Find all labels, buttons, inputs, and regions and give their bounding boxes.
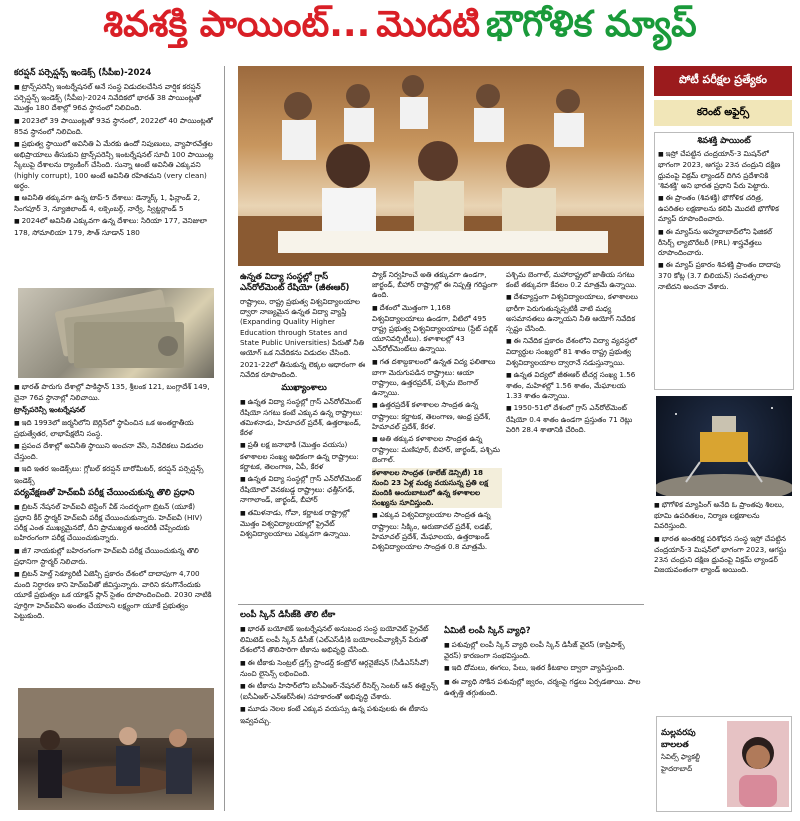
- ger-bullet: ■ ఉత్తరప్రదేశ్ కళాశాలల సాంద్రత ఉన్న రాష్ట్రాలు: కర్ణాటక, తెలంగాణ, ఆంధ్ర ప్రదేశ్, హిమాచల్ ప్రదేశ్, కేరళ.: [372, 400, 502, 432]
- shivashakti-para: ■ ఈ ప్రాంతం (శివశక్తి) భౌగోళిక చరిత్ర, ఉపరితల లక్షణాలను కలిపి మొదటి భౌగోళిక మ్యాప్ రూపొందించారు.: [658, 193, 790, 225]
- students-photo: [238, 66, 644, 266]
- lsd-para: ■ భారత్ బయోటెక్ ఇంటర్నేషనల్ అనుబంధ సంస్థ బయోవెట్ ప్రైవేట్ లిమిటెడ్ లంపీ స్కిన్ డిసీజ్ (ఎల్ఎస్‌డీ)కి బయోలంపీవ్యాక్సిన్ పేరుతో దేశంలోనే తొలిసారిగా టీకాను అభివృద్ధి చేసింది.: [240, 624, 438, 656]
- ger-title: ఉన్నత విద్యా సంస్థల్లో గ్రాస్ ఎన్‌రోల్‌మెంట్ రేషియో (జీఈఆర్): [240, 272, 350, 293]
- mapping-para: ■ భౌగోళిక మ్యాపింగ్ అనేది ఓ ప్రాంతపు శిలలు, భూమి ఉపరితలం, నిర్మాణ లక్షణాలను వివరిస్తుంది.: [654, 500, 794, 532]
- cpi-para: ■ 2023లో 39 పాయింట్లతో 93వ స్థానంలో, 2022లో 40 పాయింట్లతో 85వ స్థానంలో నిలిచింది.: [14, 116, 214, 137]
- cpi-para: ■ 2024లో అవినీతి ఎక్కువగా ఉన్న దేశాలు: సిరియా 177, వెనిజులా 178, సోమాలియా 179, సౌత్ సూడాన్ 180: [14, 216, 214, 237]
- currency-notes-icon: [18, 288, 214, 378]
- current-affairs-tag: కరెంట్ అఫైర్స్: [654, 100, 792, 126]
- mapping-para: ■ భారత అంతరిక్ష పరిశోధన సంస్థ ఇస్రో చేపట్టిన చంద్రయాన్-3 మిషన్‌లో భాగంగా 2023, ఆగస్టు 23న చంద్రుని దక్షిణ ధ్రువంపై విక్రమ్ ల్యాండర్ విజయవంతంగా ల్యాండ్ అయింది.: [654, 534, 794, 576]
- ger-para: రాష్ట్రాలు, రాష్ట్ర ప్రభుత్వ విశ్వవిద్యాలయాల ద్వారా నాణ్యమైన ఉన్నత విద్యా వ్యాప్తి (Expanding Quality Higher Education through States and State Public Universities) పేరుతో నీతి ఆయోగ్ ఒక నివేదికను విడుదల చేసింది.: [240, 297, 364, 358]
- ger-bullet: ■ ఉన్నత విద్యా సంస్థల్లో గ్రాస్ ఎన్‌రోల్‌మెంట్ రేషియోలో వెనకబడ్డ రాష్ట్రాలు: ఛత్తీస్‌గఢ్, నాగాలాండ్, జార్ఖండ్, బీహార్: [240, 474, 368, 506]
- shivashakti-title: శివశక్తి పాయింట్: [697, 136, 751, 146]
- lsd-para: ■ పశువుల్లో లంపీ స్కిన్ వ్యాధి లంపీ స్కిన్ డిసీజ్ వైరస్ (కాప్రిపాక్స్ వైరస్) కారణంగా సంభవిస్తుంది.: [444, 640, 644, 661]
- ger-bullet: ■ ఉన్నత విద్యలో జీఈఆర్ టీచర్ల సంఖ్య 1.56 శాతం, మహిళల్లో 1.56 శాతం, మేఘాలయ 1.33 శాతం ఉన్నాయి.: [506, 370, 644, 402]
- ger-article: [240, 270, 368, 600]
- lsd-article-col1: [240, 624, 438, 814]
- competitive-exams-tag: పోటీ పరీక్షల ప్రత్యేకం: [654, 66, 792, 96]
- ger-para: ప్యాక్ నిర్వహించే అతి తక్కువగా ఉండగా, జార్ఖండ్, బీహార్ రాష్ట్రాల్లో ఈ నిష్పత్తి గరిష్టంగా ఉంది.: [372, 270, 498, 300]
- shivashakti-para: ■ ఇస్రో చేపట్టిన చంద్రయాన్-3 మిషన్‌లో భాగంగా 2023, ఆగస్టు 23న చంద్రుని దక్షిణ ధ్రువంపై విక్రమ్ ల్యాండర్ దిగిన ప్రదేశానికి 'శివశక్తి' అని భారత ప్రధాని పేరు పెట్టారు.: [658, 149, 790, 191]
- hiv-para: ■ బ్రిటన్ హెల్త్ సెక్యూరిటీ ఏజెన్సీ ప్రకారం దేశంలో దాదాపుగా 4,700 మంది నిర్ధారణ కాని హెచ్ఐవీతో జీవిస్తున్నారు. వారిని కనుగొనేందుకు యూకే ప్రభుత్వం ఒక యాక్షన్ ప్లాన్ సైతం రూపొందించింది. 2030 నాటికి పూర్తిగా హెచ్ఐవీని అంతం చేయాలని లక్ష్యంగా యూకే ప్రభుత్వం పెట్టుకుంది.: [14, 569, 214, 621]
- author-box: [656, 716, 792, 812]
- header-part2: మొదటి: [376, 4, 481, 45]
- ger-para: పశ్చిమ బెంగాల్, మహారాష్ట్రలో జాతీయ సగటు కంటే తక్కువగా కేవలం 0.2 మాత్రమే ఉన్నాయి.: [506, 270, 637, 290]
- cpi-article: [14, 66, 214, 284]
- header-part1: శివశక్తి పాయింట్...: [103, 4, 371, 45]
- ger-bullet: ■ 1950-51లో దేశంలో గ్రాస్ ఎన్‌రోల్‌మెంట్ రేషియో 0.4 శాతం ఉండగా ప్రస్తుతం 71 రెట్లు పెరిగి 28.4 శాతానికి చేరింది.: [506, 403, 644, 435]
- ger-para: 2021-22లో తీసుకున్న లెక్కల ఆధారంగా ఈ నివేదిక రూపొందింది.: [240, 360, 366, 380]
- students-classroom-icon: [238, 66, 644, 266]
- column-divider: [224, 66, 225, 811]
- college-density-note: కళాశాలల సాంద్రత (కాలేజ్ డెన్సిటీ) 18 నుంచి 23 ఏళ్ల మధ్య వయసున్న ప్రతి లక్ష మందికి అందుబాటులో ఉన్న కళాశాలల సంఖ్యను సూచిస్తుంది.: [372, 468, 502, 509]
- cpi-para: ■ ప్రభుత్వ స్థాయిలో అవినీతి ఏ మేరకు ఉందో నిపుణులు, వ్యాపారవేత్తల అభిప్రాయాలు తీసుకుని ట్రాన్స్‌పరెన్సీ ఇంటర్నేషనల్ సూచీ 100 పాయింట్ల స్కేలుపై దేశాలను ర్యాంకింగ్ చేసింది. సున్నా అంటే అవినీతి ఎక్కువని (highly corrupt), 100 అంటే అవినీతి రహితమని (very clean) అర్థం.: [14, 139, 214, 191]
- lander-photo: [656, 396, 792, 496]
- author-role: సివిల్స్ ఫ్యాకల్టీ: [661, 753, 700, 761]
- ger-article-col2: [372, 270, 502, 600]
- ti-para: ■ ప్రపంచ దేశాల్లో అవినీతి స్థాయిని అంచనా వేసి, నివేదికలు విడుదల చేస్తుంది.: [14, 441, 214, 462]
- author-portrait-icon: [727, 721, 789, 807]
- author-info: [661, 727, 725, 775]
- moon-lander-icon: [656, 396, 792, 496]
- ger-article-col3: [506, 270, 644, 600]
- lsd-para: ■ మూడు నెలల కంటే ఎక్కువ వయస్సు ఉన్న పశువులకు ఈ టీకాను ఇవ్వవచ్చు.: [240, 704, 438, 725]
- lsd-title-wrap: [240, 608, 644, 622]
- mapping-article: [654, 500, 794, 706]
- ti-para: ■ ఇది ఇతర ఇండెక్స్‌లు: గ్లోబల్ కరప్షన్ బారోమీటర్, కరప్షన్ పర్సెప్షన్స్ ఇండెక్స్: [14, 464, 214, 485]
- people-meeting-icon: [18, 688, 214, 810]
- shivashakti-article: [654, 132, 794, 390]
- lsd-para: ■ ఇది దోమలు, ఈగలు, పేలు, ఇతర కీటకాల ద్వారా వ్యాపిస్తుంది.: [444, 663, 644, 674]
- ti-subtitle: ట్రాన్స్‌పరెన్సీ ఇంటర్నేషనల్: [14, 405, 86, 415]
- author-surname: బాలలత: [661, 740, 689, 750]
- cpi-para: ■ అవినీతి తక్కువగా ఉన్న టాప్‌-5 దేశాలు: డెన్మార్క్ 1, ఫిన్లాండ్ 2, సింగపూర్ 3, న్యూజిలాండ్ 4, లక్సెంబర్గ్, నార్వే, స్విట్జర్లాండ్ 5: [14, 193, 214, 214]
- hiv-para: ■ బ్రిటన్ నేషనల్ హెచ్ఐవీ టెస్టింగ్ వీక్ సందర్భంగా బ్రిటన్ (యూకే) ప్రధాని కీర్ స్టార్మర్ హెచ్ఐవీ పరీక్ష చేయించుకున్నారు. హెచ్ఐవీ (HIV) పరీక్ష ఎంత ముఖ్యమైనదో, దీని ప్రాముఖ్యత అందరికీ చెప్పేందుకు బహిరంగంగా పరీక్ష చేయించుకున్నారు.: [14, 502, 214, 544]
- lsd-para: ■ ఈ టీకాకు సెంట్రల్ డ్రగ్స్ స్టాండర్డ్ కంట్రోల్ ఆర్గనైజేషన్ (సీడీఎస్‌సీవో) నుంచి లైసెన్స్ లభించింది.: [240, 658, 438, 679]
- lsd-para: ■ ఈ టీకాను హిసార్‌లోని ఐసీఏఆర్-నేషనల్ రీసెర్చ్ సెంటర్ ఆన్ ఈక్వైన్స్ (ఐసీఏఆర్-ఎన్ఆర్‌సీఈ) సహకారంతో అభివృద్ధి చేశారు.: [240, 681, 438, 702]
- cpi-para: ■ ట్రాన్స్‌పరెన్సీ ఇంటర్నేషనల్ అనే సంస్థ విడుదలచేసిన వార్షిక కరప్షన్ పర్సెప్షన్స్ ఇండెక్స్ (సీపీఐ)-2024 నివేదికలో భారత్‌ 38 పాయింట్లతో మొత్తం 180 దేశాల్లో 96వ స్థానంలో నిలిచింది.: [14, 82, 214, 114]
- author-avatar: [727, 721, 789, 807]
- page-header: [0, 0, 800, 58]
- ger-bullet: ■ దేశంలో మొత్తంగా 1,168 విశ్వవిద్యాలయాలు ఉండగా, వీటిలో 495 రాష్ట్ర ప్రభుత్వ విశ్వవిద్యాలయాలు (స్టేట్ పబ్లిక్ యూనివర్సిటీలు). కళాశాలల్లో 43 ఎన్‌రోల్‌మెంట్‌లు ఉన్నాయి.: [372, 303, 502, 355]
- cpi-title: కరప్షన్ పర్సెప్షన్స్ ఇండెక్స్ (సీపీఐ)-2024: [14, 68, 152, 78]
- meeting-photo: [18, 688, 214, 810]
- ger-bullet: ■ గత దశాబ్దకాలంలో ఉన్నత విద్య ఫలితాలు బాగా మెరుగుపడిన రాష్ట్రాలు: ఆయా రాష్ట్రాలు, ఉత్తరప్రదేశ్, పశ్చిమ బెంగాల్ ఉన్నాయి.: [372, 357, 502, 399]
- ti-para: ■ ఇది 1993లో జర్మనీలోని బెర్లిన్‌లో స్థాపించిన ఒక అంతర్జాతీయ ప్రభుత్వేతర, లాభాపేక్షలేని సంస్థ.: [14, 418, 214, 439]
- lsd-subtitle: ఏమిటీ లంపీ స్కిన్ వ్యాధి?: [444, 626, 531, 636]
- shivashakti-para: ■ ఈ మ్యాప్ ప్రకారం శివశక్తి ప్రాంతం దాదాపు 370 కోట్ల (3.7 బిలియన్) సంవత్సరాల నాటిదని అంచనా వేశారు.: [658, 260, 790, 292]
- horizontal-divider: [238, 604, 644, 605]
- lsd-article-col2: [444, 624, 644, 814]
- ger-bullet: ■ తమిళనాడు, గోవా, కర్ణాటక రాష్ట్రాల్లో మొత్తం విశ్వవిద్యాలయాల్లో ప్రైవేట్ విశ్వవిద్యాలయాలు ఎక్కువగా ఉన్నాయి.: [240, 508, 368, 540]
- ger-bullet: ■ దేశవ్యాప్తంగా విశ్వవిద్యాలయాలు, కళాశాలలు భారీగా పెరుగుతున్నప్పటికీ వాటి మధ్య అసమానతలు ఉన్నాయని నీతి ఆయోగ్ నివేదిక స్పష్టం చేసింది.: [506, 292, 644, 334]
- ger-bullet: ■ అతి తక్కువ కళాశాలల సాంద్రత ఉన్న రాష్ట్రాలు: మణిపూర్, బీహార్, జార్ఖండ్, పశ్చిమ బెంగాల్.: [372, 434, 502, 466]
- ger-bullet: ■ ఈ నివేదిక ప్రకారం దేశంలోని విద్యా వ్యవస్థలో విద్యార్థుల సంఖ్యలో 81 శాతం రాష్ట్ర ప్రభుత్వ విశ్వవిద్యాలయాల ద్వారానే నడుస్తున్నాయి.: [506, 336, 644, 368]
- shivashakti-para: ■ ఈ మ్యాప్‌ను అహ్మదాబాద్‌లోని ఫిజికల్ రీసెర్చ్ ల్యాబొరేటరీ (PRL) శాస్త్రవేత్తలు రూపొందించారు.: [658, 227, 790, 259]
- lsd-para: ■ ఈ వ్యాధి సోకిన పశువుల్లో జ్వరం, చర్మంపై గడ్డలు ఏర్పడతాయి. పాల ఉత్పత్తి తగ్గుతుంది.: [444, 677, 644, 698]
- header-part3: భౌగోళిక మ్యాప్: [486, 4, 697, 45]
- ger-bullet: ■ ఉన్నత విద్యా సంస్థల్లో గ్రాస్ ఎన్‌రోల్‌మెంట్ రేషియో సగటు కంటే ఎక్కువ ఉన్న రాష్ట్రాలు: తమిళనాడు, హిమాచల్ ప్రదేశ్, ఉత్తరాఖండ్, కేరళ: [240, 397, 368, 439]
- currency-photo: [18, 288, 214, 378]
- ger-subtitle: ముఖ్యాంశాలు: [281, 382, 327, 393]
- author-place: హైదరాబాద్: [661, 765, 693, 773]
- hiv-title: పర్యవేక్షణతో హెచ్ఐవీ పరీక్ష చేయించుకున్న తొలి ప్రధాని: [14, 487, 195, 498]
- ger-bullet: ■ ఎక్కువ విశ్వవిద్యాలయాల సాంద్రత ఉన్న రాష్ట్రాలు: సిక్కిం, అరుణాచల్ ప్రదేశ్, లడఖ్, హిమాచల్ ప్రదేశ్, మేఘాలయ, ఉత్తరాఖండ్ విశ్వవిద్యాలయాల సాంద్రత 0.8 మాత్రమే.: [372, 510, 502, 552]
- lsd-title: లంపీ స్కిన్ డిసీజ్‌కి తొలి టీకా: [240, 610, 336, 620]
- ti-para: ■ భారత్ పొరుగు దేశాల్లో పాకిస్థాన్ 135, శ్రీలంక 121, బంగ్లాదేశ్ 149, చైనా 76వ స్థానాల్లో నిలిచాయి.: [14, 382, 214, 403]
- hiv-para: ■ జీ7 నాయకుల్లో బహిరంగంగా హెచ్ఐవీ పరీక్ష చేయించుకున్న తొలి ప్రధానిగా స్టార్మర్ నిలిచారు.: [14, 546, 214, 567]
- author-name: మల్లవరపు: [661, 728, 696, 738]
- ger-bullet: ■ ప్రతీ లక్ష జనాభాకి (మొత్తం వయసు) కళాశాలల సంఖ్య అధికంగా ఉన్న రాష్ట్రాలు: కర్ణాటక, తెలంగాణ, ఏపీ, కేరళ: [240, 440, 368, 472]
- hiv-article: [14, 382, 214, 682]
